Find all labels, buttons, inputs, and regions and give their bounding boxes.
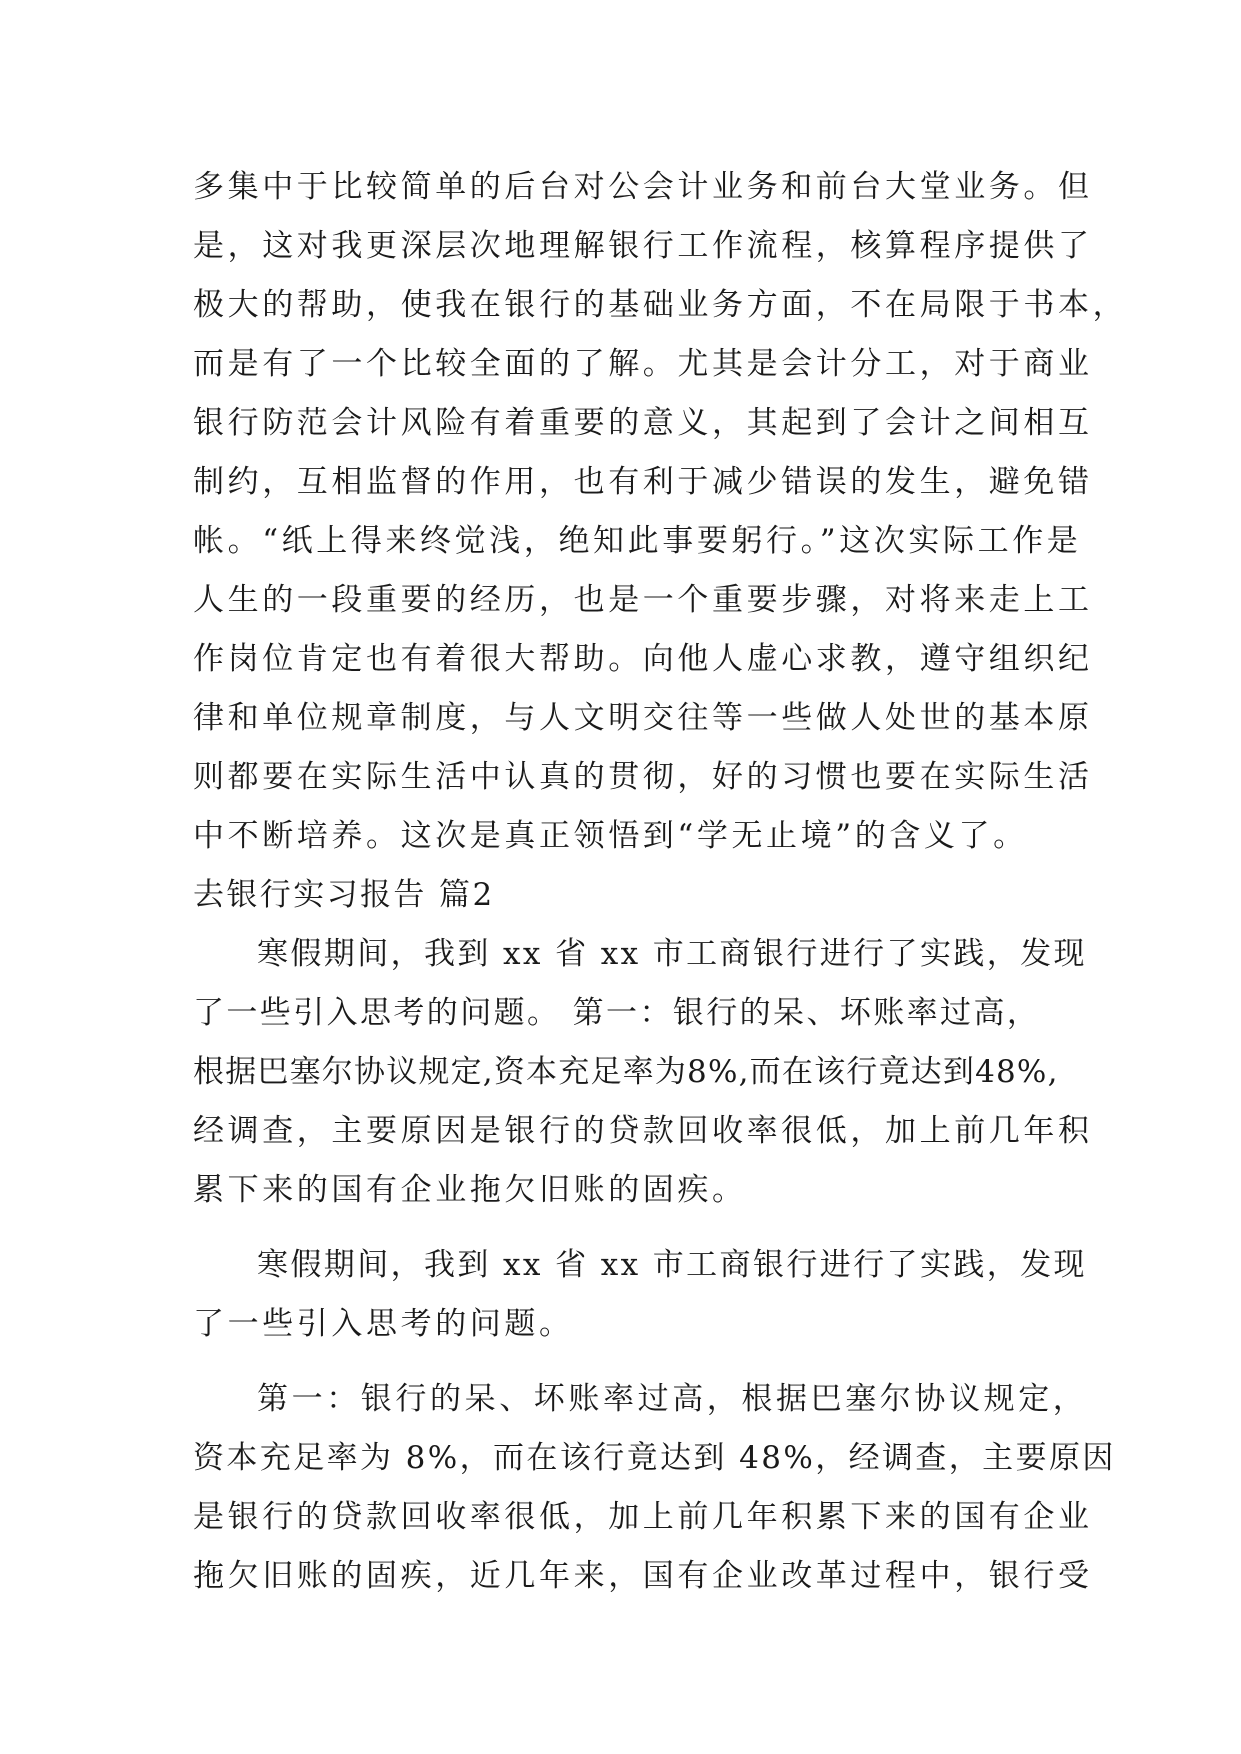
text-line: 是银行的贷款回收率很低，加上前几年积累下来的国有企业	[193, 1499, 1093, 1535]
text-line: 经调查，主要原因是银行的贷款回收率很低，加上前几年积	[193, 1113, 1093, 1149]
text-line: 寒假期间，我到 xx 省 xx 市工商银行进行了实践，发现	[257, 1247, 1087, 1283]
text-line: 拖欠旧账的固疾，近几年来，国有企业改革过程中，银行受	[193, 1558, 1093, 1594]
document-page	[193, 158, 1128, 1606]
text-line: 多集中于比较简单的后台对公会计业务和前台大堂业务。但	[193, 169, 1093, 205]
paragraph-spacer	[193, 1354, 1055, 1370]
text-line: 则都要在实际生活中认真的贯彻，好的习惯也要在实际生活	[193, 759, 1093, 795]
text-line: 累下来的国有企业拖欠旧账的固疾。	[193, 1172, 747, 1208]
text-line: 帐。“纸上得来终觉浅，绝知此事要躬行。”这次实际工作是	[193, 523, 1082, 559]
text-line: 根据巴塞尔协议规定,资本充足率为8%,而在该行竟达到48%,	[193, 1054, 1059, 1090]
text-line: 制约，互相监督的作用，也有利于减少错误的发生，避免错	[193, 464, 1093, 500]
text-line: 而是有了一个比较全面的了解。尤其是会计分工，对于商业	[193, 346, 1093, 382]
section-title: 去银行实习报告 篇2	[193, 877, 495, 913]
text-line: 资本充足率为 8%，而在该行竟达到 48%，经调查，主要原因	[193, 1440, 1116, 1476]
text-line: 了一些引入思考的问题。	[193, 1306, 574, 1342]
paragraph-bad-debt	[193, 1370, 1116, 1606]
text-line: 是，这对我更深层次地理解银行工作流程，核算程序提供了	[193, 228, 1093, 264]
text-line: 银行防范会计风险有着重要的意义，其起到了会计之间相互	[193, 405, 1093, 441]
text-line: 极大的帮助，使我在银行的基础业务方面，不在局限于书本，	[193, 287, 1128, 323]
text-line: 第一：银行的呆、坏账率过高，根据巴塞尔协议规定，	[257, 1381, 1088, 1417]
text-line: 作岗位肯定也有着很大帮助。向他人虚心求教，遵守组织纪	[193, 641, 1093, 677]
text-line: 人生的一段重要的经历，也是一个重要步骤，对将来走上工	[193, 582, 1093, 618]
text-line: 律和单位规章制度，与人文明交往等一些做人处世的基本原	[193, 700, 1093, 736]
paragraph-internship-reflection	[193, 158, 1128, 866]
text-line: 了一些引入思考的问题。 第一：银行的呆、坏账率过高，	[193, 995, 1041, 1031]
paragraph-winter-practice-repeat	[193, 1236, 1087, 1354]
paragraph-spacer	[193, 1220, 1055, 1236]
paragraph-winter-practice	[193, 925, 1093, 1220]
text-line: 寒假期间，我到 xx 省 xx 市工商银行进行了实践，发现	[257, 936, 1087, 972]
text-line: 中不断培养。这次是真正领悟到“学无止境”的含义了。	[193, 818, 1028, 854]
